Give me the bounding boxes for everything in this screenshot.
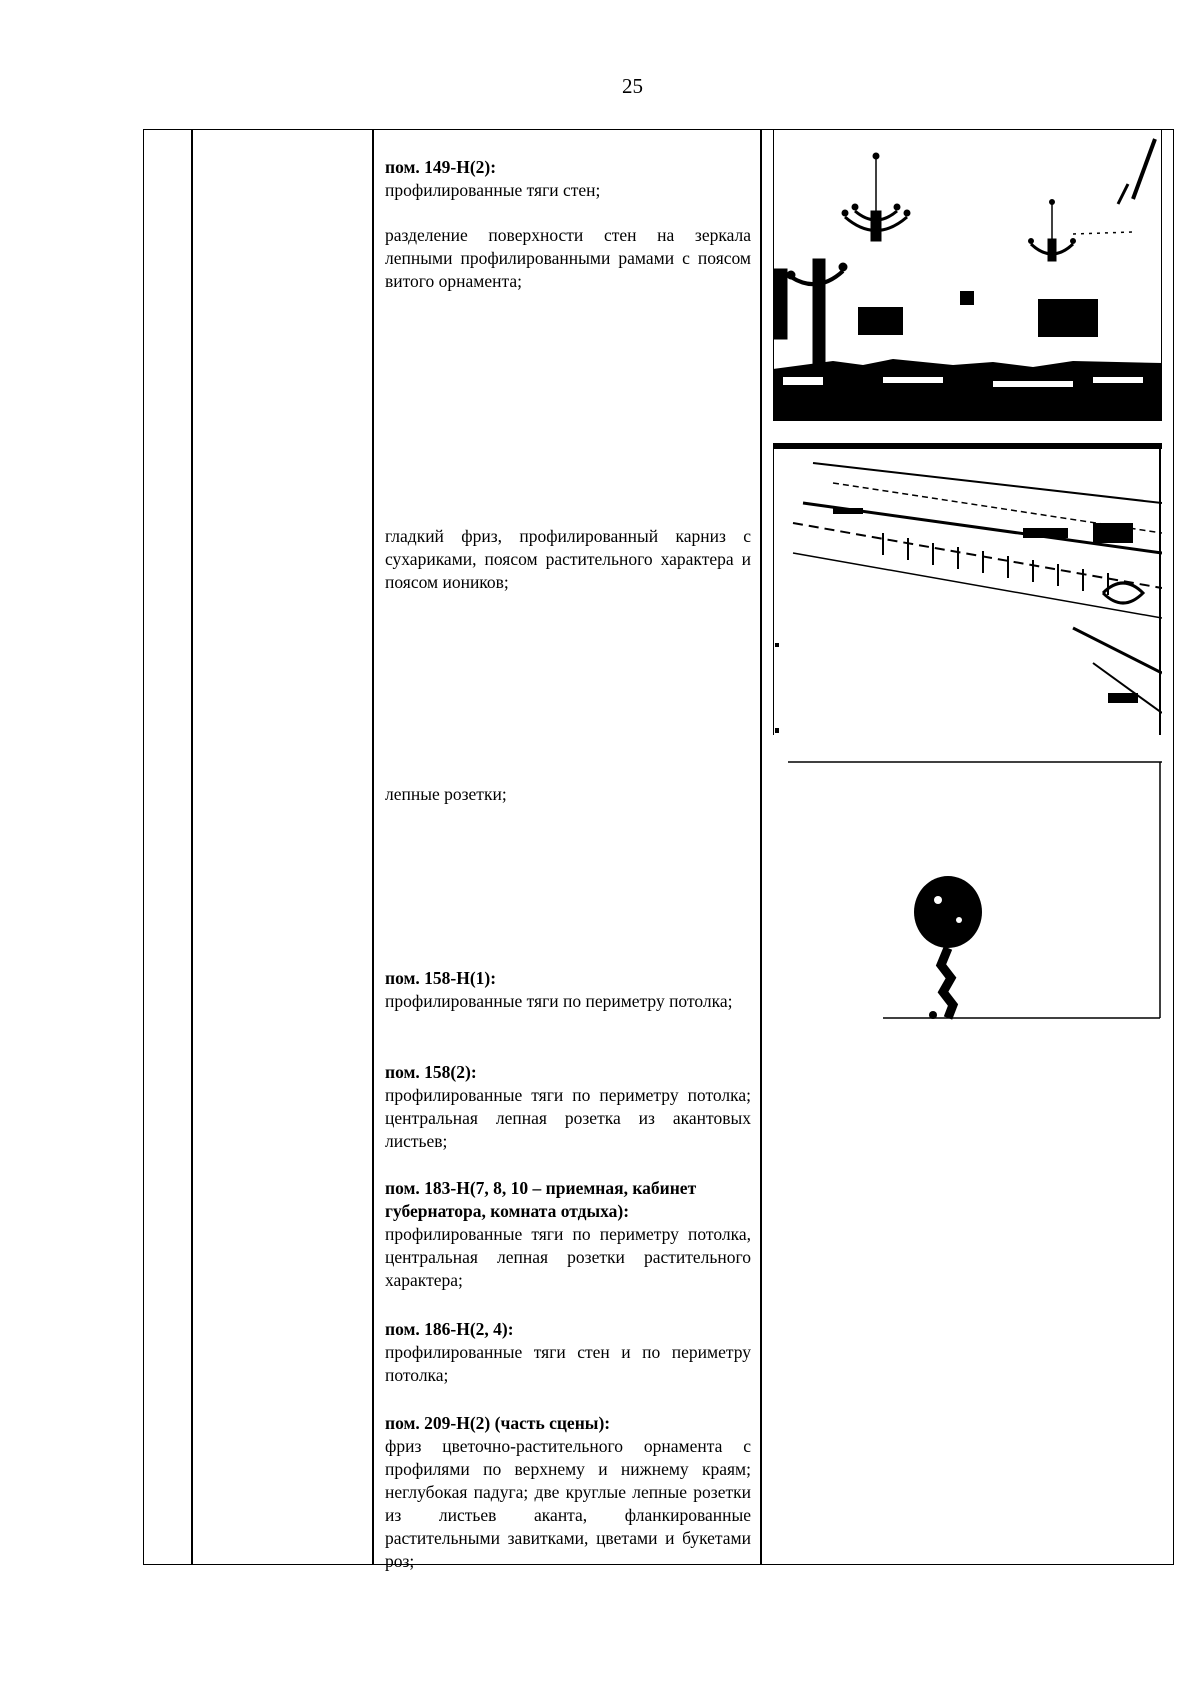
entry-183 <box>385 1177 751 1292</box>
page-number: 25 <box>622 74 643 98</box>
room-heading: пом. 158-Н(1): <box>385 968 497 988</box>
entry-text: лепные розетки; <box>385 784 507 804</box>
photo-ceiling-rosette <box>773 760 1162 1030</box>
entry-text: гладкий фриз, профилированный карниз с сухариками, поясом растительного характера и поясом иоников; <box>385 526 751 592</box>
entry-186 <box>385 1318 751 1387</box>
photo-cornice-frieze <box>773 443 1162 735</box>
column-divider <box>372 129 374 1565</box>
photo-hall-interior <box>773 129 1162 421</box>
entry-text: профилированные тяги стен и по периметру потолка; <box>385 1342 751 1385</box>
entry-149-walls <box>385 156 751 202</box>
entry-209 <box>385 1412 751 1573</box>
entry-149-rosettes <box>385 783 751 806</box>
entry-text: профилированные тяги по периметру потолка; <box>385 991 733 1011</box>
entry-text: разделение поверхности стен на зеркала лепными профилированными рамами с поясом витого орнамента; <box>385 225 751 291</box>
entry-text: профилированные тяги стен; <box>385 180 601 200</box>
entry-158-1 <box>385 967 751 1013</box>
ceiling-rosette-image <box>773 760 1162 1030</box>
room-heading: пом. 186-Н(2, 4): <box>385 1319 514 1339</box>
entry-149-mirrors <box>385 224 751 293</box>
entry-text: профилированные тяги по периметру потолка; центральная лепная розетка из акантовых листьев; <box>385 1085 751 1151</box>
column-divider <box>760 129 762 1565</box>
entry-158-2 <box>385 1061 751 1153</box>
room-heading: пом. 158(2): <box>385 1062 477 1082</box>
room-heading: пом. 183-Н(7, 8, 10 – приемная, кабинет губернатора, комната отдыха): <box>385 1178 697 1221</box>
room-heading: пом. 149-Н(2): <box>385 157 497 177</box>
hall-interior-image <box>773 129 1162 421</box>
cornice-frieze-image <box>773 443 1162 735</box>
column-divider <box>191 129 193 1565</box>
room-heading: пом. 209-Н(2) (часть сцены): <box>385 1413 611 1433</box>
entry-149-frieze <box>385 525 751 594</box>
entry-text: профилированные тяги по периметру потолка, центральная лепная розетки растительного характера; <box>385 1224 751 1290</box>
entry-text: фриз цветочно-растительного орнамента с профилями по верхнему и нижнему краям; неглубокая падуга; две круглые лепные розетки из листьев аканта, фланкированные растительными завитками, цветами и букетами роз; <box>385 1436 751 1571</box>
